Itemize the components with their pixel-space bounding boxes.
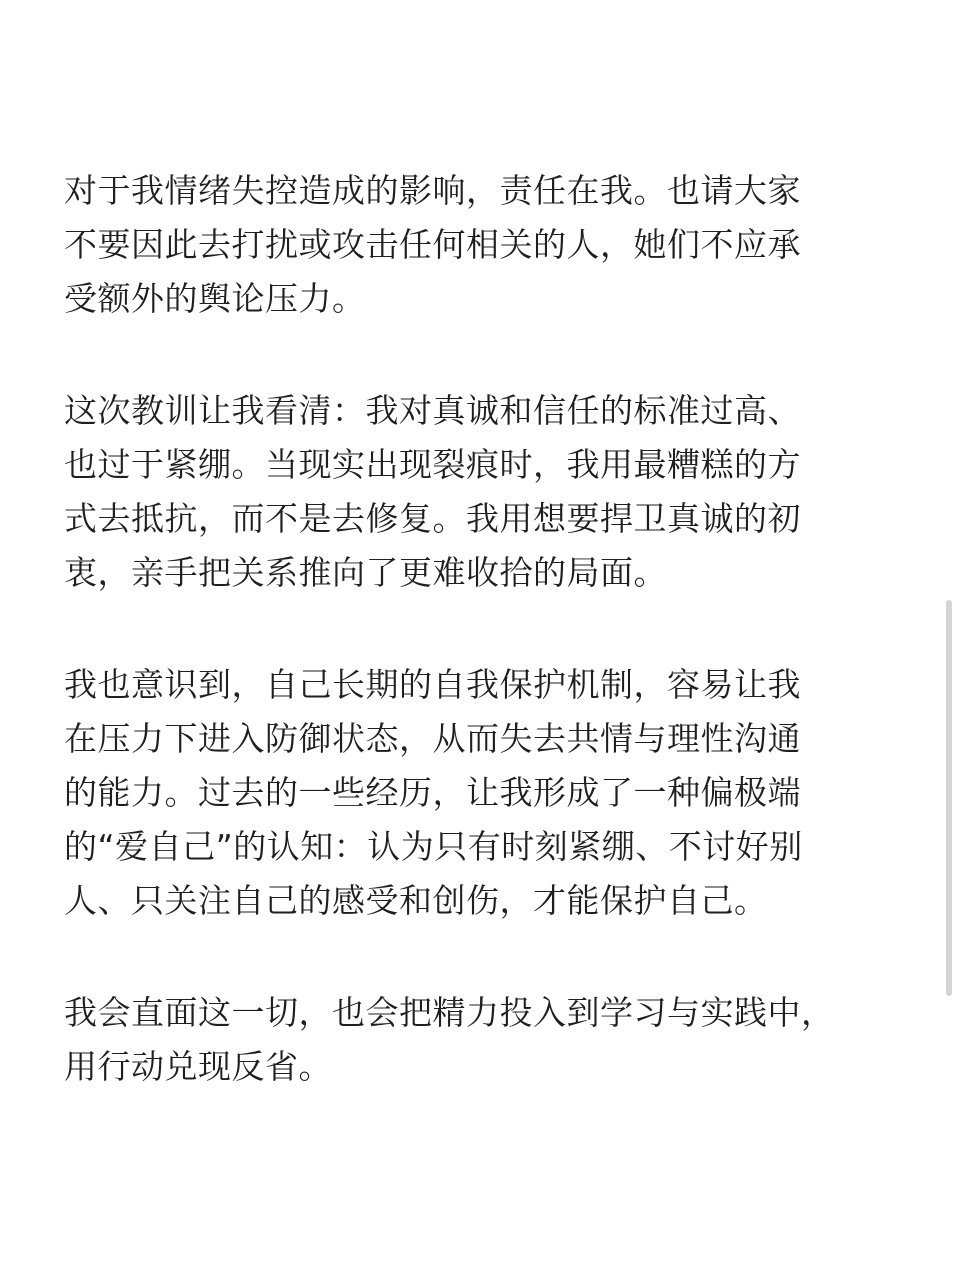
paragraph-responsibility: 对于我情绪失控造成的影响，责任在我。也请大家 不要因此去打扰或攻击任何相关的人，她们不应承 受额外的舆论压力。: [64, 171, 801, 318]
paragraph-self-protection: 我也意识到，自己长期的自我保护机制，容易让我 在压力下进入防御状态，从而失去共情与理性沟通 的能力。过去的一些经历，让我形成了一种偏极端 的“爱自己”的认知：认为只有时刻紧绷、不讨好别 人、只关注自己的感受和创伤，才能保护自己。: [64, 665, 803, 920]
scrollbar-thumb[interactable]: [946, 600, 952, 996]
paragraph-commitment: 我会直面这一切，也会把精力投入到学习与实践中， 用行动兑现反省。: [64, 993, 835, 1086]
article-body: [64, 164, 896, 1152]
paragraph-lesson: 这次教训让我看清：我对真诚和信任的标准过高、 也过于紧绷。当现实出现裂痕时，我用最糟糕的方 式去抵抗，而不是去修复。我用想要捍卫真诚的初 衷，亲手把关系推向了更难收拾的局面。: [64, 391, 801, 592]
scrollbar[interactable]: [946, 600, 952, 996]
